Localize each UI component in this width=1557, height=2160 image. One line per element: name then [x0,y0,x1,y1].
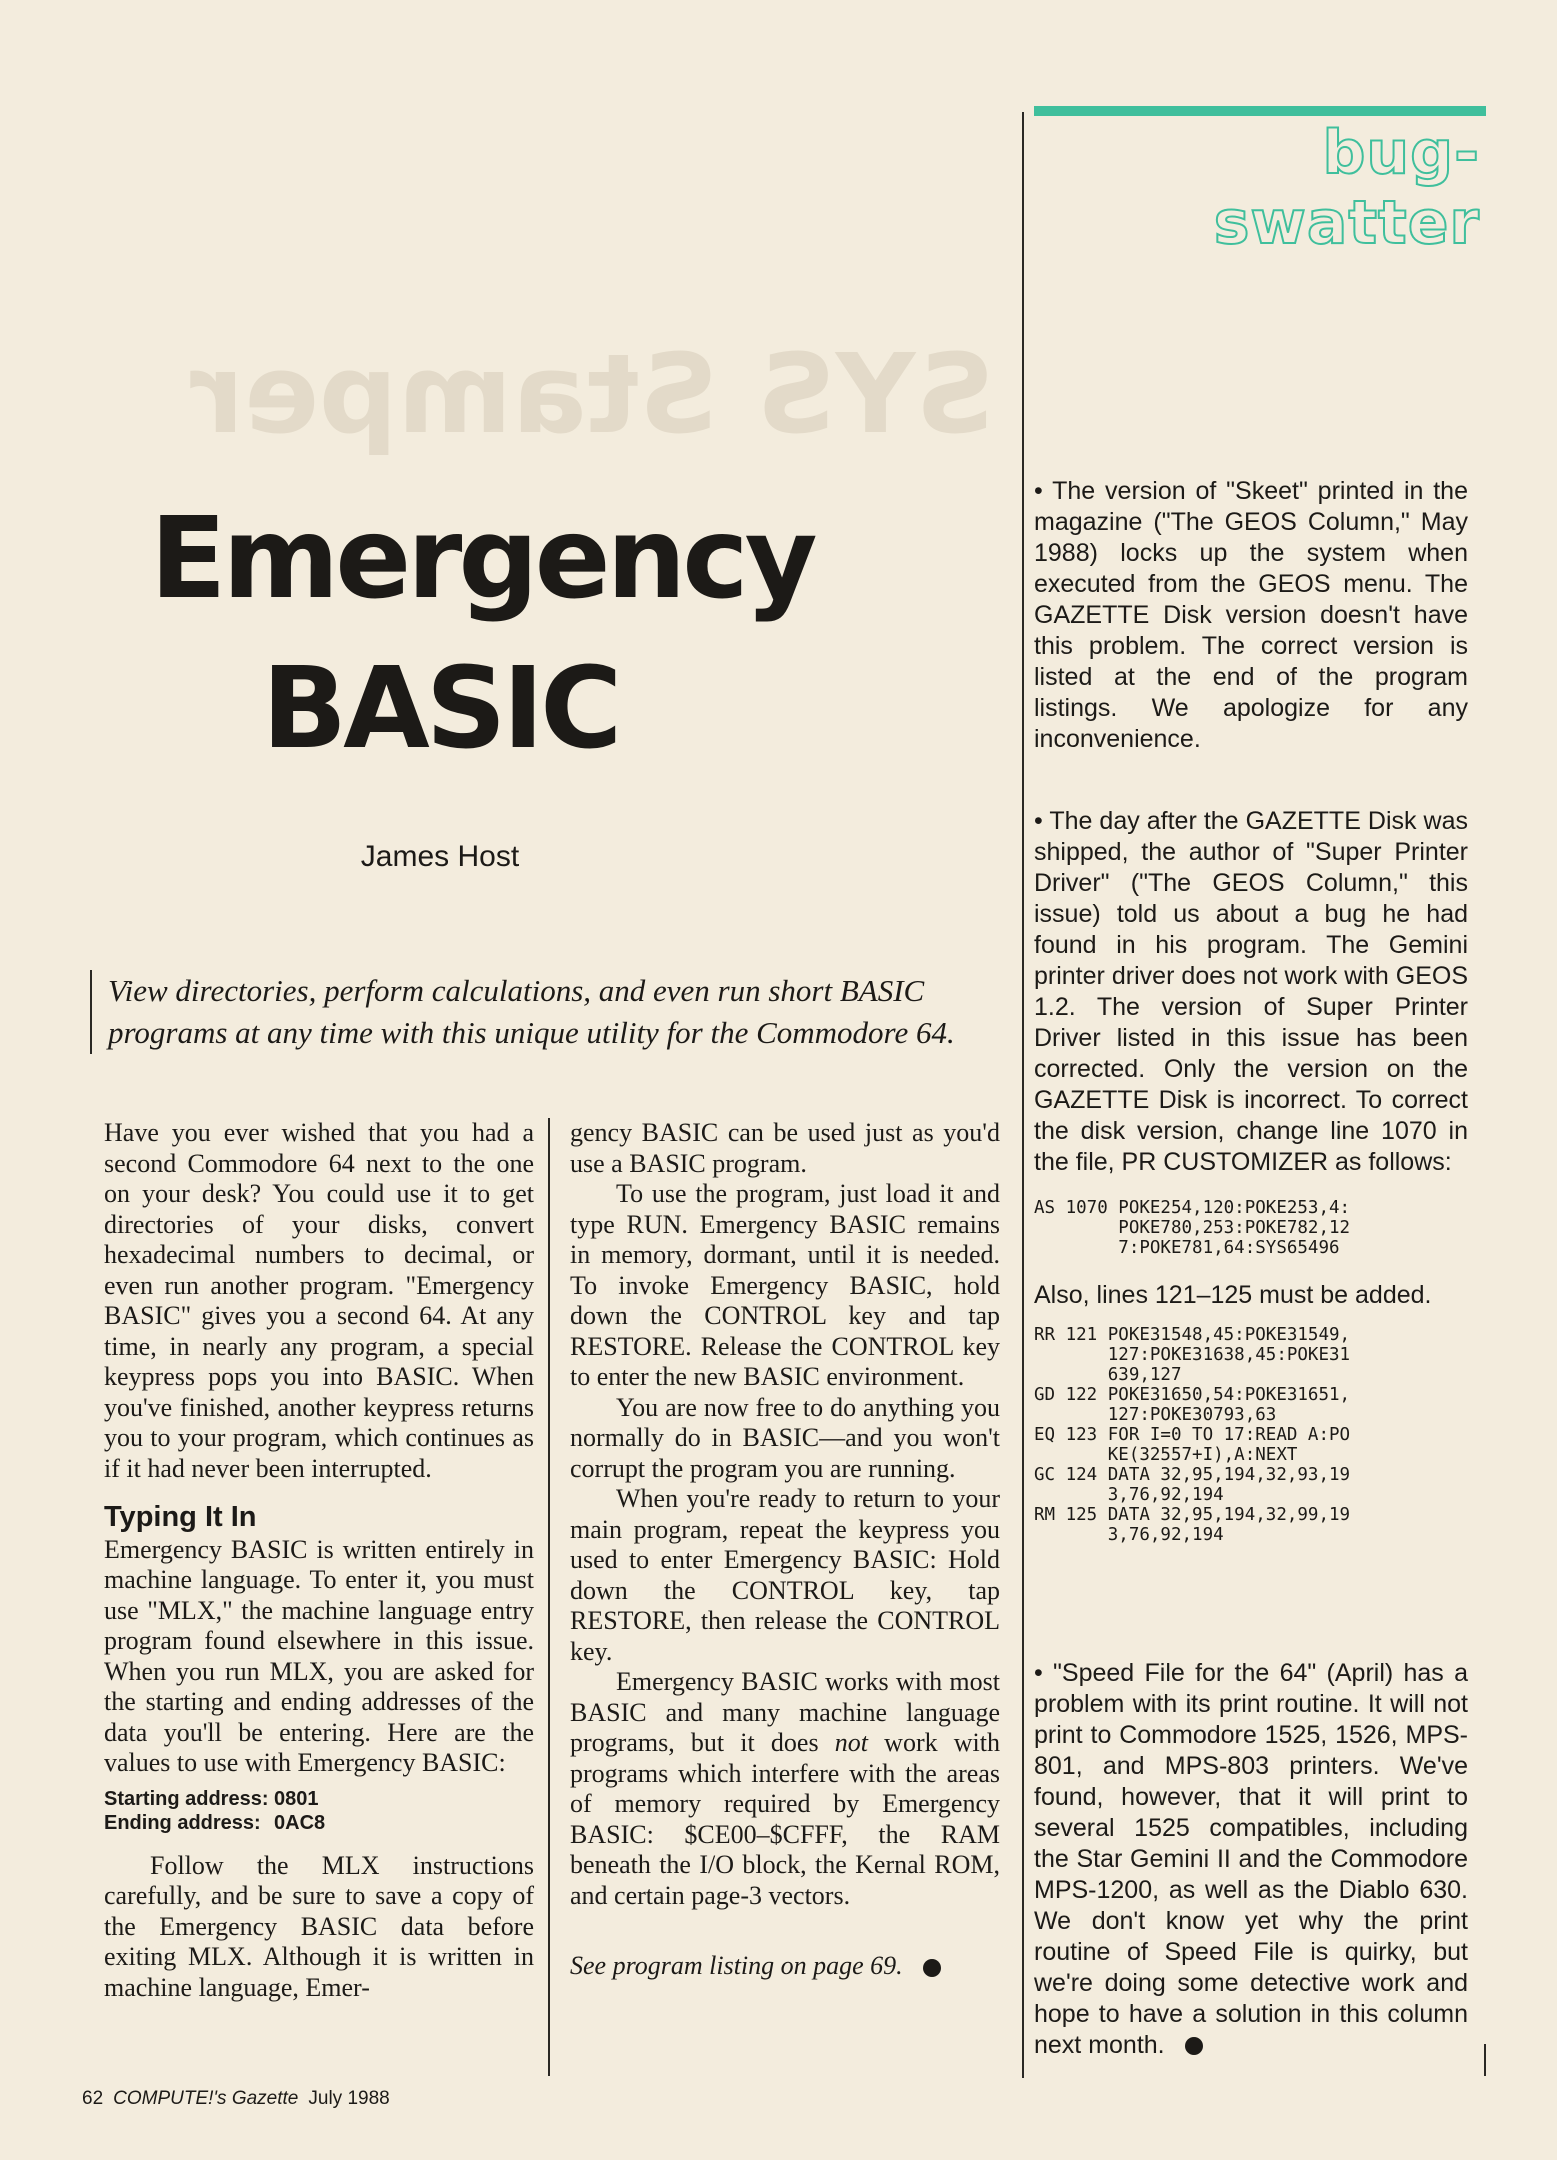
end-mark-icon [1185,2037,1203,2055]
page-number: 62 [82,2088,104,2109]
address-block [104,1787,534,1835]
article-title-line1: Emergency [150,494,814,624]
sidebar-accent-bar [1034,106,1486,116]
end-address-value: 0AC8 [274,1811,326,1834]
paragraph-return: When you're ready to return to your main program, repeat the keypress you used to enter Emergency BASIC: Hold down the CONTROL key, tap RESTORE, then release the CONTROL key. [570,1484,1000,1666]
start-address-value: 0801 [274,1787,319,1810]
paragraph-continued: gency BASIC can be used just as you'd use a BASIC program. [570,1118,1000,1178]
listing-note-row [570,1951,1000,1982]
article-deck: View directories, perform calculations, and even run short BASIC programs at any time with this unique utility for the Commodore 64. [90,970,1008,1054]
article-title-line2: BASIC [261,644,619,774]
show-through-text: SYS Stamper [190,330,995,458]
sidebar-left-rule [1022,112,1024,2078]
paragraph-mlx: Follow the MLX instructions carefully, and be sure to save a copy of the Emergency BASIC data before exiting MLX. Although it is written in machine language, Emer- [104,1850,534,2002]
paragraph-use: To use the program, just load it and type RUN. Emergency BASIC remains in memory, dormant, until it is needed. To invoke Emergency BASIC, hold down the CONTROL key and tap RESTORE. Release the CONTROL key to enter the new BASIC environment. [570,1179,1000,1391]
magazine-name: COMPUTE!'s Gazette [113,2088,299,2109]
sidebar-item-printer-driver [1034,806,1468,1545]
paragraph-intro: Have you ever wished that you had a second Commodore 64 next to the one on your desk? You could use it to get directories of your disks, convert hexadecimal numbers to decimal, or even run another program. "Emergency BASIC" gives you a second 64. At any time, in nearly any program, a special keypress pops you into BASIC. When you've finished, another keypress returns you to your program, which continues as if it had never been interrupted. [104,1118,534,1483]
start-address-label: Starting address: [104,1787,269,1810]
article-column-1 [104,1118,534,2003]
column-divider [548,1118,550,2076]
compat-emphasis: not [834,1728,868,1757]
sidebar-right-rule [1484,2044,1486,2076]
code-listing-line-1070: AS 1070 POKE254,120:POKE253,4: POKE780,253:POKE782,12 7:POKE781,64:SYS65496 [1034,1198,1351,1258]
speedfile-body: • "Speed File for the 64" (April) has a problem with its print routine. It will not print to Commodore 1525, 1526, MPS-801, and MPS-803 printers. We've found, however, that it will print to several 1525 compatibles, including the Star Gemini II and the Commodore MPS-1200, as well as the Diablo 630. We don't know yet why the print routine of Speed File is quirky, but we're doing some detective work and hope to have a solution in this column next month. [1034,1659,1468,2059]
sidebar-item-speed-file [1034,1658,1468,2061]
issue-date: July 1988 [308,2088,390,2109]
article-column-2 [570,1118,1000,1982]
end-address-label: Ending address: [104,1811,261,1834]
sidebar-lines-added: Also, lines 121–125 must be added. [1034,1281,1432,1309]
start-address-row [104,1787,534,1811]
end-mark-icon [923,1959,941,1977]
paragraph-free: You are now free to do anything you normally do in BASIC—and you won't corrupt the program you are running. [570,1392,1000,1483]
compat-text-a: Emergency BASIC works with most BASIC and many machine language programs, but it does [570,1667,1000,1757]
code-listing-lines-121-125: RR 121 POKE31548,45:POKE31549, 127:POKE31638,45:POKE31 639,127 GD 122 POKE31650,54:POKE31651, 127:POKE30793,63 EQ 123 FOR I=0 TO 17:READ A:PO KE(32557+I),A:NEXT GC 124 DATA 32,95,194,32,93,19 3,76,92,194 RM 125 DATA 32,95,194,32,99,19 3,76,92,194 [1034,1325,1351,1545]
article-author: James Host [360,840,520,873]
listing-note: See program listing on page 69. [570,1951,903,1980]
end-address-row [104,1811,534,1835]
paragraph-typing: Emergency BASIC is written entirely in machine language. To enter it, you must use "MLX," the machine language entry program found elsewhere in this issue. When you run MLX, you are asked for the starting and ending addresses of the data you'll be entering. Here are the values to use with Emergency BASIC: [104,1534,534,1777]
sidebar-speedfile-text [1034,1658,1468,2061]
sidebar-item-skeet [1034,476,1468,755]
compat-text-b: work with programs which interfere with the areas of memory required by Emergency BASIC: $CE00–$CFFF, the RAM beneath the I/O block, the Kernal ROM, and certain page-3 vectors. [570,1728,1000,1910]
sidebar-skeet-text: • The version of "Skeet" printed in the magazine ("The GEOS Column," May 1988) locks up the system when executed from the GEOS menu. The GAZETTE Disk version doesn't have this problem. The correct version is listed at the end of the program listings. We apologize for any inconvenience. [1034,477,1468,753]
paragraph-compat [570,1667,1000,1911]
sidebar-title: bug-swatter [1213,118,1480,258]
subhead-typing-it-in: Typing It In [104,1501,257,1533]
sidebar-printer-text: • The day after the GAZETTE Disk was shipped, the author of "Super Printer Driver" ("The GEOS Column," this issue) told us about a bug he had found in his program. The Gemini printer driver does not work with GEOS 1.2. The version of Super Printer Driver listed in this issue has been corrected. Only the version on the GAZETTE Disk is incorrect. To correct the disk version, change line 1070 in the file, PR CUSTOMIZER as follows: [1034,807,1468,1176]
page-footer [82,2088,390,2110]
